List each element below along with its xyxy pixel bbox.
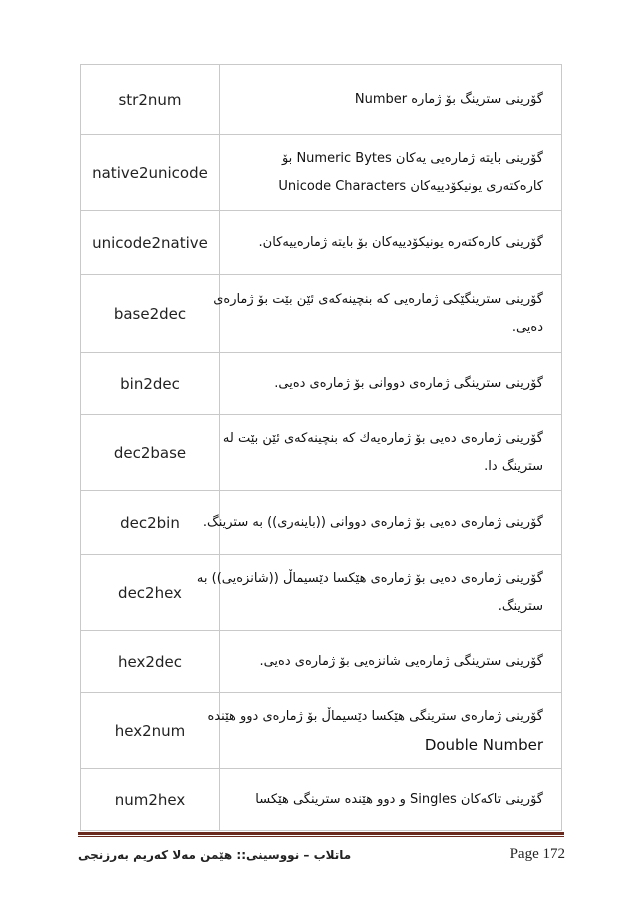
table-row	[81, 769, 562, 831]
function-name-cell: str2num	[81, 65, 220, 135]
table-row	[81, 555, 562, 631]
function-description-cell	[220, 65, 562, 135]
function-description-cell	[220, 211, 562, 275]
function-name-cell: hex2dec	[81, 631, 220, 693]
function-description-cell	[220, 135, 562, 211]
description-line: گۆرینی تاکەکان Singles و دوو هێندە سترینگی هێکسا	[255, 791, 543, 807]
description-line: سترینگ دا.	[484, 458, 543, 474]
table-row	[81, 353, 562, 415]
function-table-body	[81, 65, 562, 831]
description-line: گۆرینی ژمارەی دەیی بۆ ژمارەیەك کە بنچینەکەی ئێن بێت لە	[222, 430, 543, 446]
function-description-cell	[220, 353, 562, 415]
function-description-cell	[207, 693, 562, 769]
function-name-cell: native2unicode	[81, 135, 220, 211]
function-name-cell: bin2dec	[81, 353, 220, 415]
description-line: گۆرینی سترینگێکی ژمارەیی کە بنچینەکەی ئێن بێت بۆ ژمارەی	[213, 291, 543, 307]
description-line: دەیی.	[511, 319, 543, 335]
description-line: گۆرینی ژمارەی دەیی بۆ ژمارەی هێکسا دێسیماڵ ((شانزەیی)) بە	[196, 570, 543, 586]
function-name-cell: dec2hex	[81, 555, 220, 631]
description-line: گۆرینی بایتە ژمارەیی یەکان Numeric Bytes بۆ	[281, 150, 543, 166]
table-row	[81, 275, 562, 353]
description-line: گۆرینی سترینگ بۆ ژمارە Number	[354, 91, 543, 107]
table-row	[81, 65, 562, 135]
footer-author: ماتلاب – نووسینی:: هێمن مەلا کەریم بەرزنجی	[78, 848, 352, 862]
table-row	[81, 631, 562, 693]
footer-rule	[78, 832, 564, 835]
description-line: گۆرینی سترینگی ژمارەی دووانی بۆ ژمارەی دەیی.	[274, 375, 543, 391]
function-description-cell	[220, 769, 562, 831]
function-description-cell	[213, 275, 562, 353]
function-name-cell: dec2bin	[81, 491, 220, 555]
function-description-cell	[220, 415, 562, 491]
table-row	[81, 693, 562, 769]
table-row	[81, 415, 562, 491]
description-line: سترینگ.	[497, 598, 543, 614]
function-name-cell: base2dec	[81, 275, 220, 353]
function-name-cell: num2hex	[81, 769, 220, 831]
table-row	[81, 211, 562, 275]
function-description-cell	[202, 491, 562, 555]
function-description-cell	[220, 631, 562, 693]
description-line: Double Number	[424, 735, 543, 754]
table-row	[81, 135, 562, 211]
description-line: گۆرینی ژمارەی سترینگی هێکسا دێسیماڵ بۆ ژمارەی دوو هێندە	[207, 708, 543, 724]
function-description-cell	[196, 555, 562, 631]
function-name-cell: dec2base	[81, 415, 220, 491]
function-name-cell: hex2num	[81, 693, 220, 769]
table-row	[81, 491, 562, 555]
description-line: گۆرینی ژمارەی دەیی بۆ ژمارەی دووانی ((باینەری)) بە سترینگ.	[202, 514, 543, 530]
footer-rule-thin	[78, 836, 564, 837]
description-line: کارەکتەری یونیکۆدییەکان Unicode Characters	[278, 178, 543, 194]
function-table	[80, 64, 562, 831]
description-line: گۆرینی کارەکتەرە یونیکۆدییەکان بۆ بایتە ژمارەییەکان.	[258, 234, 543, 250]
description-line: گۆرینی سترینگی ژمارەیی شانزەیی بۆ ژمارەی دەیی.	[259, 653, 543, 669]
function-name-cell: unicode2native	[81, 211, 220, 275]
page-number: Page 172	[509, 846, 565, 862]
